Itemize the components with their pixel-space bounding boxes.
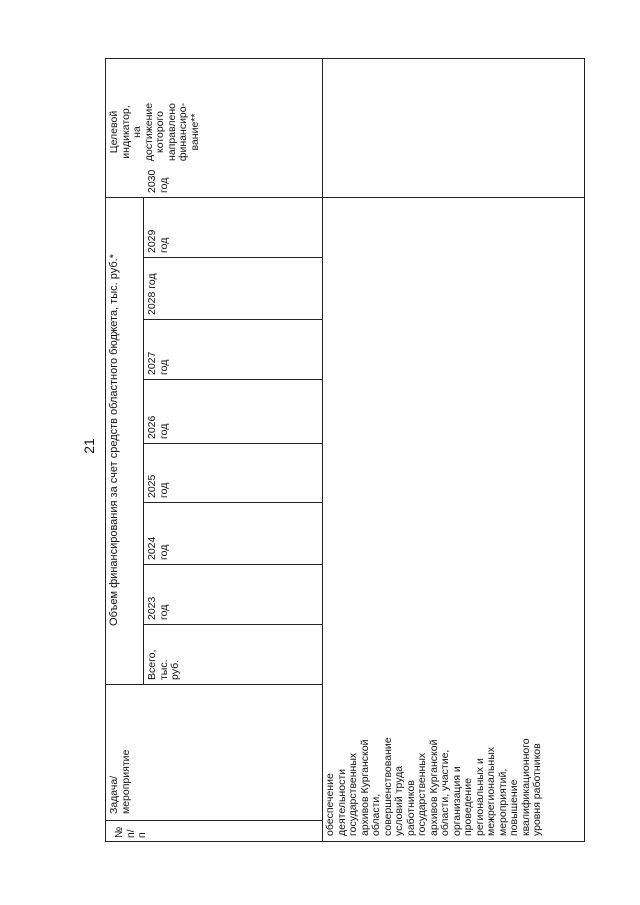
header-year-2029: 2029 год — [146, 229, 170, 253]
table-border-top — [105, 58, 585, 59]
funding-table — [105, 58, 585, 842]
table-border-left — [105, 58, 106, 842]
table-border-bottom — [105, 841, 585, 842]
grid-line-2026-2027 — [143, 379, 322, 380]
grid-line-2023-2024 — [143, 564, 322, 565]
grid-line-task-total — [105, 684, 322, 685]
header-task: Задача/ мероприятие — [108, 749, 132, 814]
header-year-2027: 2027 год — [146, 351, 170, 375]
header-year-2024: 2024 год — [146, 536, 170, 560]
grid-line-2028-2029 — [143, 257, 322, 258]
grid-line-2025-2026 — [143, 443, 322, 444]
header-year-2023: 2023 год — [146, 596, 170, 620]
grid-line-header-body — [322, 58, 323, 842]
grid-line-total-2023 — [143, 624, 322, 625]
grid-line-funding-header — [143, 197, 144, 685]
grid-line-number-col — [105, 820, 322, 821]
grid-line-funding-indicator — [105, 197, 585, 198]
grid-line-2024-2025 — [143, 502, 322, 503]
header-year-2028: 2028 год — [146, 273, 158, 315]
page-number: 21 — [81, 438, 97, 454]
header-indicator: Целевой индикатор, на достижение которого направлено финансиро- вание** — [108, 102, 201, 162]
header-funding: Объем финансирования за счет средств областного бюджета, тыс. руб.* — [108, 254, 120, 626]
header-year-2025: 2025 год — [146, 474, 170, 498]
header-number: № п/ п — [113, 826, 148, 838]
grid-line-2027-2028 — [143, 319, 322, 320]
table-border-right — [584, 58, 585, 842]
header-year-2026: 2026 год — [146, 415, 170, 439]
row-task-text: обеспечение деятельности государственных архивов Курганской области, совершенствование условий труда работников государственных архивов Курганской области, участие, организация и проведение региональных и межрегиональных мероприятий, повышение квалификационного уровня работников — [324, 737, 543, 836]
header-total: Всего, тыс. руб. — [146, 649, 181, 680]
header-year-2030: 2030 год — [146, 169, 170, 193]
